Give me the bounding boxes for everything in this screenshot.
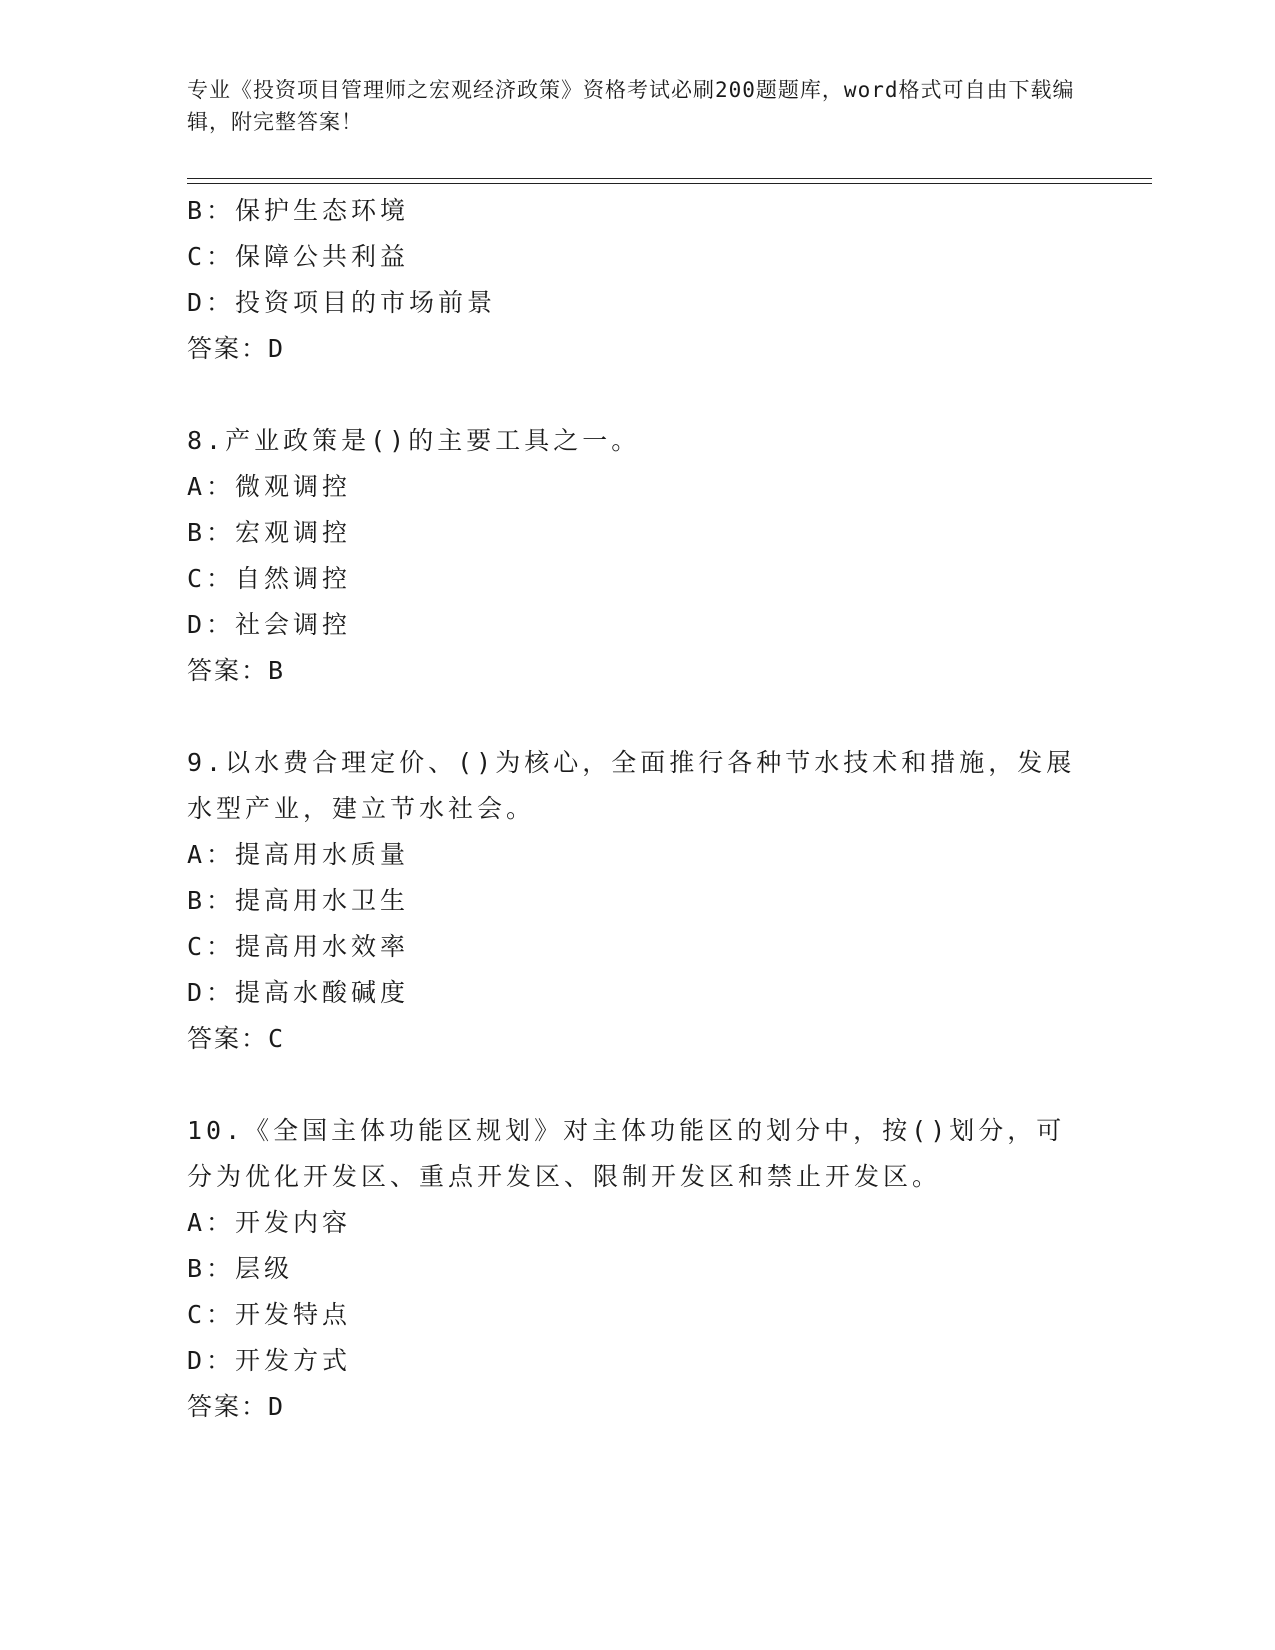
option-b: B：层级: [187, 1254, 294, 1283]
carryover-question: [187, 188, 1087, 372]
question-text: 10.《全国主体功能区规划》对主体功能区的划分中，按()划分，可分为优化开发区、重点开发区、限制开发区和禁止开发区。: [187, 1116, 1066, 1191]
spacer: [187, 1062, 1087, 1108]
spacer: [187, 694, 1087, 740]
option-d: D：投资项目的市场前景: [187, 288, 497, 317]
document-header: 专业《投资项目管理师之宏观经济政策》资格考试必刷200题题库，word格式可自由下载编辑，附完整答案！: [187, 78, 1075, 134]
spacer: [187, 372, 1087, 418]
option-d: D：开发方式: [187, 1346, 352, 1375]
answer-line: 答案：D: [187, 334, 286, 363]
question-item: [187, 418, 1087, 694]
question-text: 9.以水费合理定价、()为核心，全面推行各种节水技术和措施，发展水型产业，建立节水社会。: [187, 748, 1076, 823]
option-a: A：开发内容: [187, 1208, 352, 1237]
option-c: C：提高用水效率: [187, 932, 410, 961]
option-a: A：微观调控: [187, 472, 352, 501]
option-a: A：提高用水质量: [187, 840, 410, 869]
option-b: B：保护生态环境: [187, 196, 410, 225]
header-divider-bottom: [187, 183, 1152, 184]
question-list: [187, 188, 1087, 1430]
option-d: D：提高水酸碱度: [187, 978, 410, 1007]
option-c: C：保障公共利益: [187, 242, 410, 271]
option-c: C：开发特点: [187, 1300, 352, 1329]
question-item: [187, 1108, 1087, 1430]
option-b: B：宏观调控: [187, 518, 352, 547]
option-b: B：提高用水卫生: [187, 886, 410, 915]
option-c: C：自然调控: [187, 564, 352, 593]
answer-line: 答案：B: [187, 656, 286, 685]
answer-line: 答案：D: [187, 1392, 286, 1421]
header-divider-top: [187, 178, 1152, 179]
option-d: D：社会调控: [187, 610, 352, 639]
answer-line: 答案：C: [187, 1024, 286, 1053]
question-text: 8.产业政策是()的主要工具之一。: [187, 426, 641, 455]
question-item: [187, 740, 1087, 1062]
